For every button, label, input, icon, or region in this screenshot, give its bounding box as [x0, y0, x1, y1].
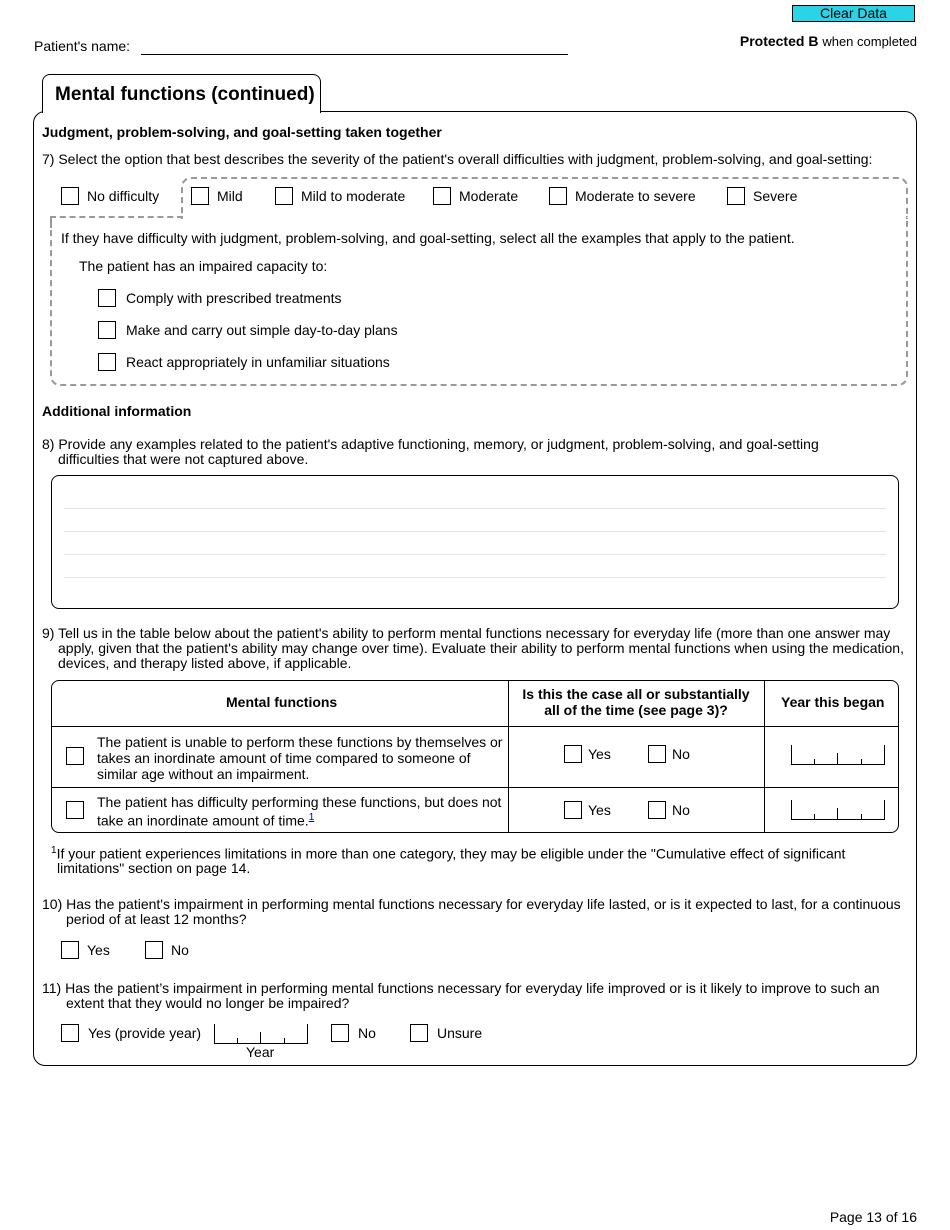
- examples-intro: If they have difficulty with judgment, problem-solving, and goal-setting, select all the examples that apply to the patient.: [61, 230, 795, 246]
- row2-year-input[interactable]: [791, 800, 885, 820]
- row1-no-checkbox[interactable]: [648, 745, 666, 763]
- q10-text-line1: 10) Has the patient's impairment in performing mental functions necessary for everyday life lasted, or is it expected to last, for a continuous: [42, 896, 901, 912]
- option-moderate-to-severe-label: Moderate to severe: [575, 188, 696, 204]
- example-react-checkbox[interactable]: [98, 353, 116, 371]
- option-moderate-checkbox[interactable]: [433, 187, 451, 205]
- row1-description: [97, 734, 502, 782]
- option-no-difficulty-label: No difficulty: [87, 188, 160, 204]
- q8-text-line1: 8) Provide any examples related to the patient's adaptive functioning, memory, or judgment, problem-solving, and goal-setting: [42, 436, 819, 452]
- q11-no-checkbox[interactable]: [331, 1024, 349, 1042]
- option-severe-label: Severe: [753, 188, 798, 204]
- row1-checkbox[interactable]: [66, 747, 84, 765]
- q9-text-line3: devices, and therapy listed above, if applicable.: [58, 655, 352, 671]
- q11-unsure-label: Unsure: [437, 1025, 483, 1041]
- option-severe-checkbox[interactable]: [727, 187, 745, 205]
- footnote-1-link[interactable]: 1: [308, 812, 315, 823]
- q10-no-label: No: [171, 942, 189, 958]
- table-header-mental-functions: Mental functions: [226, 694, 338, 710]
- example-comply-checkbox[interactable]: [98, 289, 116, 307]
- q11-text-line1: 11) Has the patient’s impairment in performing mental functions necessary for everyday life improved or is it likely to improve to such an: [42, 980, 880, 996]
- option-mild-checkbox[interactable]: [191, 187, 209, 205]
- row2-checkbox[interactable]: [66, 801, 84, 819]
- example-plans-checkbox[interactable]: [98, 321, 116, 339]
- q8-text-line2: difficulties that were not captured above.: [58, 451, 309, 467]
- q11-yes-label: Yes (provide year): [88, 1025, 202, 1041]
- patient-name-field[interactable]: [141, 54, 568, 55]
- table-header-all-the-time-line1: Is this the case all or substantially: [522, 686, 750, 702]
- judgment-heading: Judgment, problem-solving, and goal-setting taken together: [42, 124, 442, 140]
- section-tab: [42, 74, 321, 113]
- row2-description-line2: take an inordinate amount of time.: [97, 812, 309, 829]
- row1-no-label: No: [672, 746, 690, 762]
- q9-text-line2: apply, given that the patient's ability may change over time). Evaluate their ability to perform mental functions when using the medication,: [58, 640, 904, 656]
- option-mild-to-moderate-label: Mild to moderate: [301, 188, 406, 204]
- row1-description-line1: The patient is unable to perform these functions by themselves or: [97, 734, 503, 750]
- table-header-year-began: Year this began: [781, 694, 885, 710]
- q11-year-input[interactable]: [214, 1024, 308, 1044]
- footnote-text-line1: If your patient experiences limitations in more than one category, they may be eligible under the "Cumulative effect of significant: [56, 845, 846, 862]
- row1-yes-checkbox[interactable]: [564, 745, 582, 763]
- additional-heading: Additional information: [42, 403, 192, 419]
- capacity-intro: The patient has an impaired capacity to:: [79, 258, 328, 274]
- row2-no-checkbox[interactable]: [648, 801, 666, 819]
- option-no-difficulty-checkbox[interactable]: [61, 187, 79, 205]
- row2-yes-label: Yes: [588, 802, 611, 818]
- option-mild-to-moderate-checkbox[interactable]: [275, 187, 293, 205]
- clear-data-button[interactable]: Clear Data: [792, 5, 915, 22]
- patient-name-label: Patient's name:: [34, 38, 131, 54]
- q11-unsure-checkbox[interactable]: [410, 1024, 428, 1042]
- table-header-all-the-time-line2: all of the time (see page 3)?: [544, 702, 728, 718]
- q11-year-caption: Year: [246, 1044, 275, 1060]
- row2-yes-checkbox[interactable]: [564, 801, 582, 819]
- q11-no-label: No: [358, 1025, 376, 1041]
- option-mild-label: Mild: [217, 188, 243, 204]
- q10-yes-label: Yes: [87, 942, 110, 958]
- protected-b-notice: [740, 33, 917, 49]
- example-comply-label: Comply with prescribed treatments: [126, 290, 342, 306]
- q11-yes-checkbox[interactable]: [61, 1024, 79, 1042]
- protected-b-label: Protected B: [739, 33, 819, 49]
- q10-yes-checkbox[interactable]: [61, 941, 79, 959]
- section-title: Mental functions (continued): [55, 84, 315, 105]
- example-plans-label: Make and carry out simple day-to-day plans: [126, 322, 398, 338]
- q10-no-checkbox[interactable]: [145, 941, 163, 959]
- q10-text-line2: period of at least 12 months?: [66, 911, 247, 927]
- footnote-text-line2: limitations" section on page 14.: [57, 860, 251, 876]
- option-moderate-label: Moderate: [459, 188, 519, 204]
- row1-year-input[interactable]: [791, 745, 885, 765]
- q8-answer-textarea[interactable]: [51, 475, 899, 609]
- mental-functions-table: [51, 680, 899, 833]
- protected-b-suffix: when completed: [822, 34, 917, 49]
- row1-description-line3: similar age without an impairment.: [97, 766, 310, 782]
- q7-text: 7) Select the option that best describes the severity of the patient's overall difficulties with judgment, problem-solving, and goal-setting:: [42, 151, 873, 167]
- footnote-mark: 1: [51, 845, 57, 856]
- row2-description-line1: The patient has difficulty performing these functions, but does not: [97, 794, 502, 810]
- option-moderate-to-severe-checkbox[interactable]: [549, 187, 567, 205]
- row2-no-label: No: [672, 802, 690, 818]
- row1-yes-label: Yes: [588, 746, 611, 762]
- page-number: Page 13 of 16: [829, 1209, 917, 1225]
- q9-text-line1: 9) Tell us in the table below about the patient's ability to perform mental functions necessary for everyday life (more than one answer may: [42, 625, 891, 641]
- row2-description: [97, 794, 501, 829]
- row1-description-line2: takes an inordinate amount of time compared to someone of: [97, 750, 471, 766]
- example-react-label: React appropriately in unfamiliar situations: [126, 354, 390, 370]
- table-header-all-the-time: [510, 686, 762, 718]
- q11-text-line2: extent that they would no longer be impaired?: [66, 995, 350, 1011]
